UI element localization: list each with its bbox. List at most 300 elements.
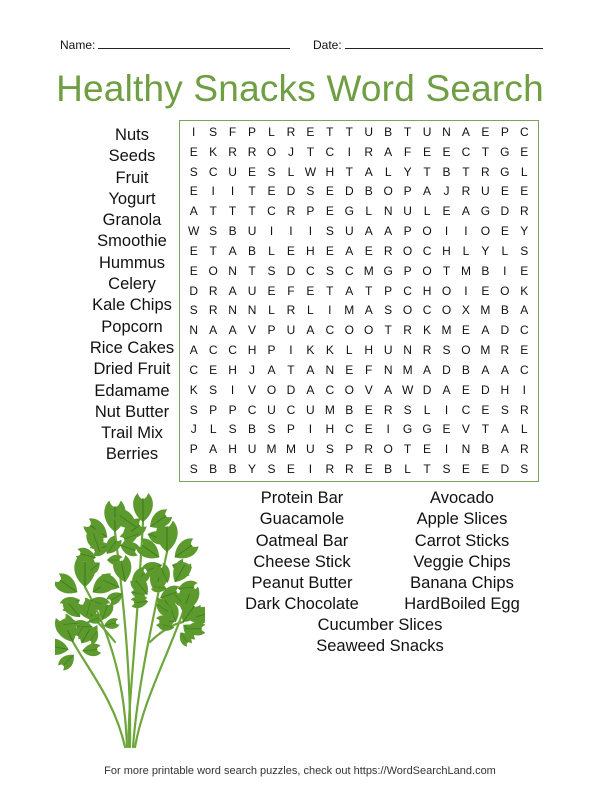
grid-letter: E xyxy=(500,184,509,199)
grid-letter: O xyxy=(422,263,432,278)
grid-letter: E xyxy=(442,144,451,159)
grid-letter: C xyxy=(422,303,432,318)
grid-letter: M xyxy=(402,362,413,377)
date-line[interactable] xyxy=(345,38,543,49)
grid-letter: G xyxy=(500,164,510,179)
grid-letter: C xyxy=(208,164,218,179)
grid-letter: T xyxy=(326,124,334,139)
grid-letter: T xyxy=(248,263,256,278)
grid-letter: S xyxy=(325,442,334,457)
grid-letter: C xyxy=(519,362,529,377)
grid-letter: E xyxy=(325,243,334,258)
grid-letter: L xyxy=(384,164,392,179)
grid-letter: E xyxy=(442,422,451,437)
grid-letter: V xyxy=(364,382,373,397)
word-item: Kale Chips xyxy=(92,296,172,315)
grid-letter: R xyxy=(364,144,374,159)
grid-letter: T xyxy=(209,204,217,219)
grid-letter: A xyxy=(189,204,198,219)
grid-letter: A xyxy=(189,343,198,358)
word-item: Nut Butter xyxy=(94,402,170,421)
grid-letter: O xyxy=(461,343,471,358)
grid-letter: F xyxy=(403,144,412,159)
grid-letter: L xyxy=(287,164,295,179)
grid-letter: O xyxy=(480,224,491,239)
grid-letter: Y xyxy=(403,164,412,179)
grid-letter: T xyxy=(345,124,353,139)
grid-letter: M xyxy=(324,402,335,417)
word-item: Smoothie xyxy=(97,232,167,251)
grid-letter: K xyxy=(423,323,432,338)
word-item: Rice Cakes xyxy=(89,338,175,357)
grid-letter: U xyxy=(306,402,315,417)
word-item: Granola xyxy=(102,211,162,230)
grid-letter: I xyxy=(386,422,390,437)
grid-letter: L xyxy=(501,243,509,258)
grid-letter: R xyxy=(364,442,374,457)
grid-letter: C xyxy=(344,263,354,278)
grid-letter: S xyxy=(520,243,529,258)
grid-letter: N xyxy=(228,303,237,318)
grid-letter: A xyxy=(267,362,276,377)
grid-letter: E xyxy=(481,402,490,417)
grid-letter: D xyxy=(286,263,296,278)
grid-letter: S xyxy=(384,303,393,318)
grid-letter: E xyxy=(423,144,432,159)
grid-letter: G xyxy=(500,144,510,159)
grid-letter: A xyxy=(364,224,373,239)
grid-letter: R xyxy=(481,164,490,179)
grid-letter: U xyxy=(403,204,412,219)
grid-letter: T xyxy=(384,323,392,338)
grid-letter: F xyxy=(287,283,295,298)
grid-letter: A xyxy=(345,283,354,298)
grid-letter: O xyxy=(344,382,354,397)
grid-letter: O xyxy=(364,323,374,338)
grid-letter: B xyxy=(481,442,490,457)
footer-text: For more printable word search puzzles, check out https://WordSearchLand.com xyxy=(104,765,496,777)
grid-letter: T xyxy=(423,462,431,477)
grid-letter: A xyxy=(500,362,509,377)
grid-letter: E xyxy=(248,164,257,179)
grid-letter: S xyxy=(267,263,276,278)
grid-letter: R xyxy=(208,283,218,298)
grid-letter: N xyxy=(383,362,393,377)
grid-letter: U xyxy=(364,124,374,139)
grid-letter: I xyxy=(308,462,313,477)
grid-letter: C xyxy=(325,144,335,159)
grid-letter: Y xyxy=(520,224,529,239)
grid-letter: K xyxy=(520,283,529,298)
grid-letter: R xyxy=(461,184,471,199)
grid-letter: M xyxy=(363,263,374,278)
grid-letter: T xyxy=(403,442,412,457)
grid-letter: J xyxy=(190,422,197,437)
grid-letter: O xyxy=(383,184,393,199)
grid-letter: R xyxy=(519,402,529,417)
grid-letter: O xyxy=(402,243,413,258)
grid-letter: U xyxy=(422,124,432,139)
parsley-illustration xyxy=(55,492,205,752)
grid-letter: U xyxy=(344,224,354,239)
grid-letter: T xyxy=(345,164,353,179)
grid-letter: G xyxy=(480,204,491,219)
name-line[interactable] xyxy=(98,38,290,49)
grid-letter: I xyxy=(464,283,468,298)
grid-letter: L xyxy=(404,462,411,477)
grid-letter: A xyxy=(384,382,393,397)
grid-letter: O xyxy=(383,442,393,457)
grid-letter: I xyxy=(503,263,507,278)
grid-letter: S xyxy=(442,343,451,358)
word-item: Veggie Chips xyxy=(413,552,511,571)
grid-letter: C xyxy=(286,402,296,417)
word-item: Seaweed Snacks xyxy=(316,637,444,656)
word-item: Yogurt xyxy=(108,189,156,208)
grid-letter: S xyxy=(267,164,276,179)
grid-letter: M xyxy=(285,442,296,457)
grid-letter: C xyxy=(461,144,471,159)
grid-letter: K xyxy=(189,382,198,397)
grid-letter: R xyxy=(228,144,237,159)
grid-letter: H xyxy=(442,243,451,258)
grid-letter: T xyxy=(481,144,490,159)
grid-letter: B xyxy=(209,462,218,477)
grid-letter: V xyxy=(248,382,257,397)
grid-letter: D xyxy=(500,462,510,477)
word-item: Edamame xyxy=(94,381,170,400)
grid-letter: A xyxy=(461,124,470,139)
grid-letter: U xyxy=(267,402,276,417)
grid-letter: E xyxy=(520,184,529,199)
grid-letter: E xyxy=(461,462,470,477)
grid-letter: B xyxy=(461,362,470,377)
grid-letter: P xyxy=(267,323,276,338)
grid-letter: N xyxy=(189,323,199,338)
word-item: Protein Bar xyxy=(260,489,344,507)
grid-letter: S xyxy=(325,224,334,239)
word-item: Cheese Stick xyxy=(253,552,351,571)
word-item: Seeds xyxy=(108,147,156,166)
grid-letter: R xyxy=(383,243,393,258)
grid-letter: N xyxy=(461,442,471,457)
grid-letter: N xyxy=(228,263,237,278)
grid-letter: E xyxy=(325,204,334,219)
letter-grid xyxy=(179,120,539,482)
grid-letter: U xyxy=(481,184,490,199)
grid-letter: E xyxy=(325,184,334,199)
grid-letter: S xyxy=(267,462,276,477)
grid-letter: H xyxy=(306,243,315,258)
grid-letter: F xyxy=(365,362,373,377)
word-item: Berries xyxy=(105,445,159,464)
grid-letter: C xyxy=(267,204,276,219)
grid-letter: A xyxy=(306,323,315,338)
grid-letter: S xyxy=(209,124,218,139)
grid-letter: J xyxy=(443,184,450,199)
grid-letter: L xyxy=(307,303,314,318)
grid-letter: E xyxy=(423,442,432,457)
grid-letter: O xyxy=(208,263,218,278)
grid-letter: P xyxy=(306,204,315,219)
grid-letter: H xyxy=(325,164,335,179)
grid-letter: C xyxy=(344,422,354,437)
grid-letter: I xyxy=(522,382,526,397)
grid-letter: W xyxy=(401,382,414,397)
grid-letter: E xyxy=(481,462,490,477)
grid-letter: P xyxy=(384,283,393,298)
grid-letter: R xyxy=(403,323,412,338)
grid-letter: U xyxy=(383,343,393,358)
grid-letter: J xyxy=(287,144,294,159)
grid-letter: A xyxy=(209,323,218,338)
grid-letter: C xyxy=(519,323,529,338)
grid-letter: F xyxy=(228,124,237,139)
grid-letter: B xyxy=(384,124,393,139)
grid-letter: A xyxy=(228,323,237,338)
grid-letter: S xyxy=(403,402,412,417)
word-item: Dried Fruit xyxy=(93,360,171,379)
grid-letter: H xyxy=(325,422,335,437)
grid-letter: A xyxy=(364,303,373,318)
grid-letter: P xyxy=(228,402,237,417)
grid-letter: S xyxy=(500,402,509,417)
grid-letter: E xyxy=(286,243,295,258)
grid-letter: B xyxy=(364,184,373,199)
word-item: Hummus xyxy=(98,253,165,272)
grid-letter: O xyxy=(266,382,277,397)
grid-letter: D xyxy=(286,184,296,199)
grid-letter: E xyxy=(442,204,451,219)
grid-letter: M xyxy=(441,323,452,338)
grid-letter: A xyxy=(364,164,373,179)
grid-letter: L xyxy=(268,124,275,139)
grid-letter: W xyxy=(188,224,200,239)
grid-letter: R xyxy=(383,402,393,417)
word-item: Banana Chips xyxy=(410,574,514,593)
grid-letter: T xyxy=(326,283,334,298)
page-title: Healthy Snacks Word Search xyxy=(56,68,544,109)
word-list-middle xyxy=(230,488,374,616)
grid-letter: E xyxy=(286,462,295,477)
grid-letter: L xyxy=(423,204,431,219)
grid-letter: S xyxy=(325,263,334,278)
grid-letter: I xyxy=(328,303,332,318)
grid-letter: R xyxy=(286,204,296,219)
grid-letter: I xyxy=(269,224,274,239)
grid-letter: U xyxy=(286,323,296,338)
word-item: Popcorn xyxy=(101,317,163,336)
grid-letter: S xyxy=(267,422,276,437)
grid-letter: O xyxy=(500,283,510,298)
word-item: Carrot Sticks xyxy=(414,531,510,550)
grid-letter: A xyxy=(442,382,451,397)
grid-letter: K xyxy=(306,343,315,358)
grid-letter: E xyxy=(189,243,198,258)
grid-letter: A xyxy=(461,204,470,219)
grid-letter: T xyxy=(481,422,490,437)
grid-letter: B xyxy=(248,422,257,437)
grid-letter: I xyxy=(230,184,235,199)
grid-letter: S xyxy=(209,224,218,239)
grid-letter: I xyxy=(444,402,449,417)
grid-letter: S xyxy=(189,164,198,179)
grid-letter: U xyxy=(228,164,237,179)
grid-letter: P xyxy=(403,263,412,278)
grid-letter: X xyxy=(461,303,470,318)
grid-letter: M xyxy=(460,263,471,278)
grid-letter: T xyxy=(248,184,256,199)
grid-letter: I xyxy=(308,422,313,437)
grid-letter: H xyxy=(228,442,237,457)
grid-letter: N xyxy=(247,303,257,318)
grid-letter: E xyxy=(306,124,315,139)
grid-letter: U xyxy=(247,224,257,239)
grid-letter: E xyxy=(267,184,276,199)
grid-letter: C xyxy=(422,243,432,258)
grid-letter: B xyxy=(228,224,237,239)
grid-letter: O xyxy=(344,323,354,338)
grid-letter: M xyxy=(480,343,491,358)
grid-letter: C xyxy=(519,124,529,139)
date-field[interactable] xyxy=(313,38,543,52)
grid-letter: T xyxy=(209,243,217,258)
grid-letter: G xyxy=(422,422,432,437)
grid-letter: H xyxy=(247,343,257,358)
grid-letter: C xyxy=(228,343,237,358)
grid-letter: U xyxy=(306,442,315,457)
grid-letter: L xyxy=(345,343,353,358)
grid-letter: E xyxy=(189,184,198,199)
grid-letter: E xyxy=(364,462,373,477)
grid-letter: D xyxy=(481,382,490,397)
grid-letter: M xyxy=(344,303,355,318)
grid-letter: E xyxy=(306,283,315,298)
grid-letter: N xyxy=(442,124,451,139)
grid-letter: V xyxy=(248,323,257,338)
grid-letter: A xyxy=(209,442,218,457)
grid-letter: O xyxy=(441,303,452,318)
grid-letter: E xyxy=(520,343,529,358)
grid-letter: E xyxy=(481,124,490,139)
grid-letter: T xyxy=(365,283,373,298)
grid-letter: A xyxy=(500,422,509,437)
grid-letter: N xyxy=(383,204,393,219)
grid-letter: G xyxy=(344,204,354,219)
word-item: Avocado xyxy=(430,489,494,507)
grid-letter: R xyxy=(519,204,529,219)
grid-letter: S xyxy=(189,462,198,477)
word-item: Dark Chocolate xyxy=(245,595,359,614)
grid-letter: P xyxy=(267,343,276,358)
grid-letter: B xyxy=(384,462,393,477)
grid-letter: A xyxy=(228,243,237,258)
grid-letter: O xyxy=(422,224,432,239)
grid-letter: H xyxy=(500,382,510,397)
grid-letter: C xyxy=(208,343,218,358)
grid-letter: A xyxy=(345,243,354,258)
grid-letter: C xyxy=(461,402,471,417)
grid-letter: S xyxy=(306,184,315,199)
word-list-right xyxy=(390,488,534,616)
grid-letter: R xyxy=(500,343,510,358)
grid-letter: P xyxy=(345,442,354,457)
grid-letter: L xyxy=(209,422,217,437)
grid-letter: U xyxy=(247,442,257,457)
grid-letter: P xyxy=(286,422,295,437)
grid-letter: G xyxy=(402,422,413,437)
grid-letter: L xyxy=(462,243,470,258)
grid-letter: K xyxy=(325,343,334,358)
grid-letter: P xyxy=(500,124,509,139)
grid-letter: S xyxy=(209,382,218,397)
grid-letter: P xyxy=(403,184,412,199)
grid-letter: I xyxy=(211,184,215,199)
grid-letter: B xyxy=(345,402,354,417)
grid-letter: V xyxy=(461,422,470,437)
grid-letter: D xyxy=(442,362,451,377)
grid-letter: I xyxy=(347,144,351,159)
grid-letter: I xyxy=(464,224,468,239)
grid-letter: B xyxy=(248,243,257,258)
grid-letter: I xyxy=(444,224,449,239)
grid-letter: B xyxy=(442,164,451,179)
name-field[interactable] xyxy=(60,38,290,52)
grid-letter: B xyxy=(228,462,237,477)
grid-letter: C xyxy=(306,263,315,278)
grid-letter: A xyxy=(423,184,432,199)
grid-letter: T xyxy=(287,362,295,377)
grid-letter: N xyxy=(403,343,412,358)
grid-letter: P xyxy=(189,442,198,457)
grid-letter: E xyxy=(364,422,373,437)
grid-letter: Y xyxy=(248,462,257,477)
grid-letter: A xyxy=(423,362,432,377)
word-item: Apple Slices xyxy=(416,510,508,529)
grid-letter: T xyxy=(306,144,315,159)
grid-letter: R xyxy=(422,343,432,358)
grid-letter: C xyxy=(247,402,257,417)
word-item: Guacamole xyxy=(259,510,345,529)
grid-letter: P xyxy=(209,402,218,417)
grid-letter: P xyxy=(248,124,257,139)
grid-letter: E xyxy=(461,382,470,397)
grid-letter: S xyxy=(189,303,198,318)
grid-letter: A xyxy=(306,362,315,377)
grid-letter: C xyxy=(325,323,335,338)
word-item: Nuts xyxy=(115,126,149,144)
grid-letter: R xyxy=(286,303,296,318)
grid-letter: W xyxy=(304,164,317,179)
grid-letter: I xyxy=(289,224,293,239)
grid-letter: L xyxy=(520,422,528,437)
grid-letter: M xyxy=(480,303,491,318)
grid-letter: E xyxy=(461,323,470,338)
grid-letter: H xyxy=(422,283,432,298)
grid-letter: S xyxy=(228,422,237,437)
grid-letter: R xyxy=(208,303,218,318)
grid-letter: A xyxy=(500,442,509,457)
grid-letter: I xyxy=(289,343,293,358)
grid-letter: E xyxy=(520,144,529,159)
grid-letter: I xyxy=(230,382,235,397)
date-label: Date: xyxy=(313,38,342,52)
grid-letter: C xyxy=(403,283,412,298)
grid-letter: A xyxy=(481,323,490,338)
word-item: HardBoiled Egg xyxy=(404,595,520,614)
grid-letter: R xyxy=(519,442,529,457)
grid-letter: L xyxy=(268,243,275,258)
